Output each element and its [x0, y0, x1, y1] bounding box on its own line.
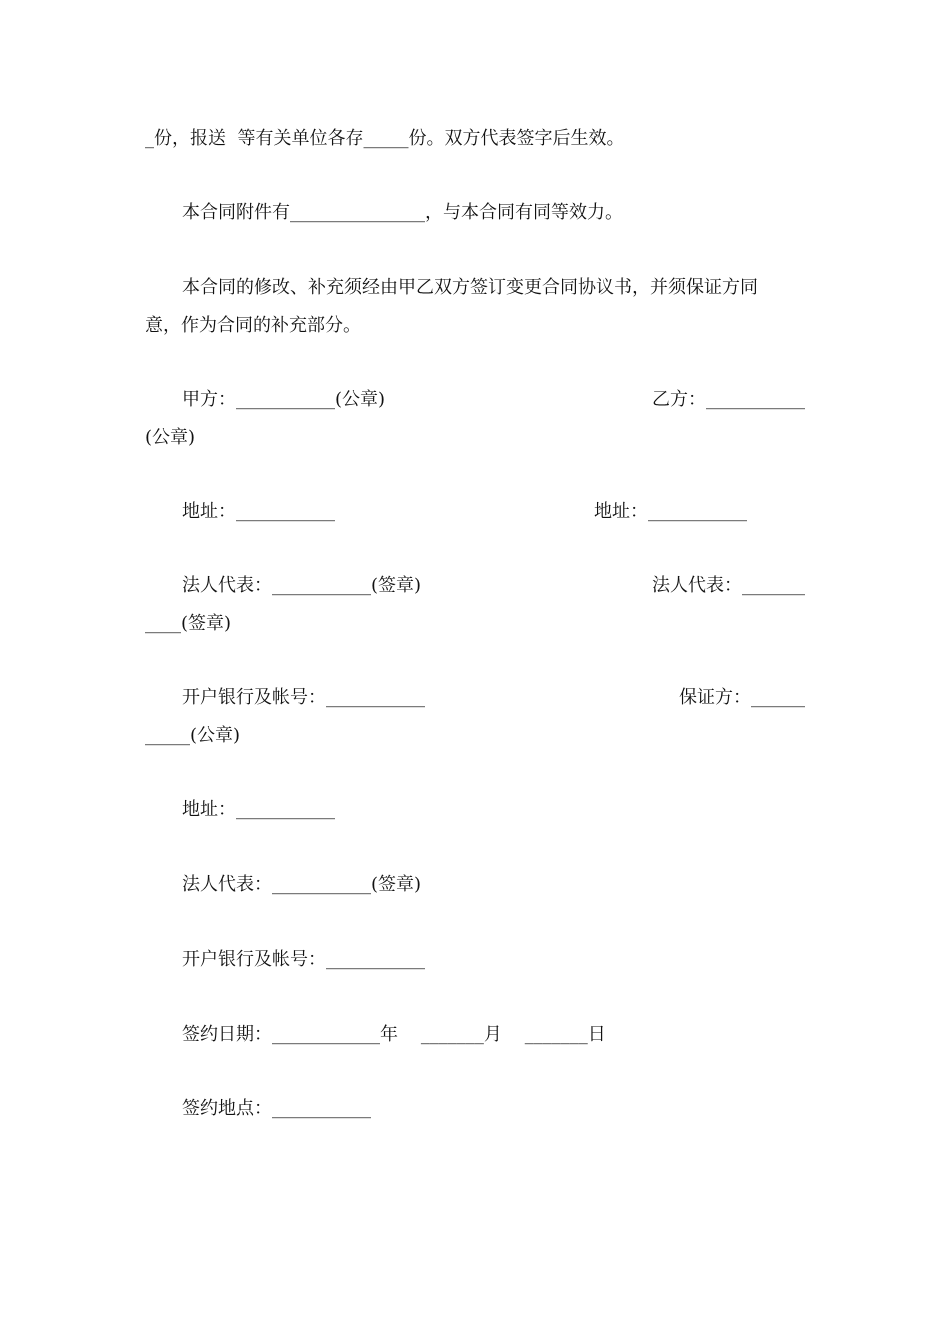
clause-copies-text: _份，报送 等有关单位各存_____份。双方代表签字后生效。 — [145, 128, 625, 149]
party-a-seal-field: 甲方：___________(公章) — [182, 389, 386, 410]
party-b-field: 乙方：___________ — [652, 389, 805, 410]
signing-date-field: 签约日期：____________年 _______月 _______日 — [182, 1024, 606, 1045]
party-b-legal-rep-sign: ____(签章) — [145, 613, 232, 634]
party-b-legal-rep-field: 法人代表：_______ — [652, 575, 805, 596]
guarantor-field: 保证方：______ — [679, 687, 805, 708]
party-b-seal-label: (公章) — [145, 427, 196, 448]
guarantor-seal-label: _____(公章) — [145, 725, 241, 746]
clause-amendment-line2: 意，作为合同的补充部分。 — [145, 315, 361, 336]
party-a-legal-rep-field: 法人代表：___________(签章) — [182, 575, 422, 596]
party-a-address-field: 地址：___________ — [182, 501, 335, 522]
guarantor-legal-rep-field: 法人代表：___________(签章) — [182, 874, 422, 895]
signing-place-field: 签约地点：___________ — [182, 1098, 371, 1119]
party-a-bank-field: 开户银行及帐号：___________ — [182, 687, 425, 708]
guarantor-address-field: 地址：___________ — [182, 799, 335, 820]
clause-amendment-line1: 本合同的修改、补充须经由甲乙双方签订变更合同协议书，并须保证方同 — [182, 277, 758, 298]
guarantor-bank-field: 开户银行及帐号：___________ — [182, 949, 425, 970]
clause-attachments-text: 本合同附件有_______________，与本合同有同等效力。 — [182, 202, 623, 223]
party-b-address-field: 地址：___________ — [594, 501, 747, 522]
